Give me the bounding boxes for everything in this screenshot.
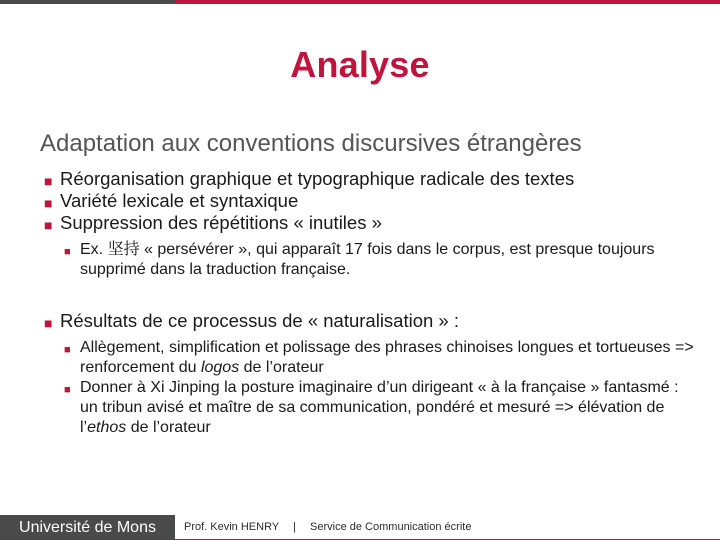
- square-bullet-icon: ■: [44, 173, 53, 189]
- bullet-item: [44, 212, 694, 234]
- small-square-bullet-icon: ■: [64, 246, 71, 258]
- example-text: Ex. 坚持 « persévérer », qui apparaît 17 fois dans le corpus, est presque toujours supprimé dans la traduction française.: [80, 241, 655, 278]
- author-label: Prof. Kevin HENRY: [184, 521, 280, 533]
- bullet-text: Suppression des répétitions « inutiles »: [60, 212, 382, 233]
- slide-title: Analyse: [290, 44, 430, 85]
- bullet-item: [44, 310, 694, 332]
- top-accent-bar: [0, 0, 720, 4]
- square-bullet-icon: ■: [44, 315, 53, 331]
- result-1-text: Allègement, simplification et polissage des phrases chinoises longues et tortueuses => renforcement du logos de l’orateur: [80, 339, 694, 376]
- slide-subtitle: Adaptation aux conventions discursives étrangères: [40, 130, 582, 157]
- square-bullet-icon: ■: [44, 195, 53, 211]
- bullet-text: Réorganisation graphique et typographique radicale des textes: [60, 168, 575, 189]
- sub-bullet-item: [64, 378, 694, 438]
- slide-content: [44, 168, 694, 438]
- bullet-text: Variété lexicale et syntaxique: [60, 190, 299, 211]
- bullet-item: [44, 168, 694, 190]
- result-2-text: Donner à Xi Jinping la posture imaginaire d’un dirigeant « à la française » fantasmé : un tribun avisé et maître de sa communication, pondéré et mesuré => élévation de l’ethos de l’orateur: [80, 379, 679, 436]
- bullet-text: Résultats de ce processus de « naturalisation » :: [60, 310, 460, 331]
- small-square-bullet-icon: ■: [64, 344, 71, 356]
- university-label: Université de Mons: [0, 515, 175, 540]
- sub-bullet-item: [64, 240, 694, 280]
- bullet-item: [44, 190, 694, 212]
- top-bar-red-segment: [175, 0, 720, 4]
- footer-separator: |: [293, 521, 297, 533]
- ethos-term: ethos: [87, 419, 127, 436]
- small-square-bullet-icon: ■: [64, 384, 71, 396]
- slide-footer: [0, 515, 720, 540]
- footer-info: [184, 515, 471, 540]
- top-bar-dark-segment: [0, 0, 175, 4]
- square-bullet-icon: ■: [44, 217, 53, 233]
- logos-term: logos: [200, 359, 240, 376]
- service-label: Service de Communication écrite: [310, 521, 472, 533]
- sub-bullet-item: [64, 338, 694, 378]
